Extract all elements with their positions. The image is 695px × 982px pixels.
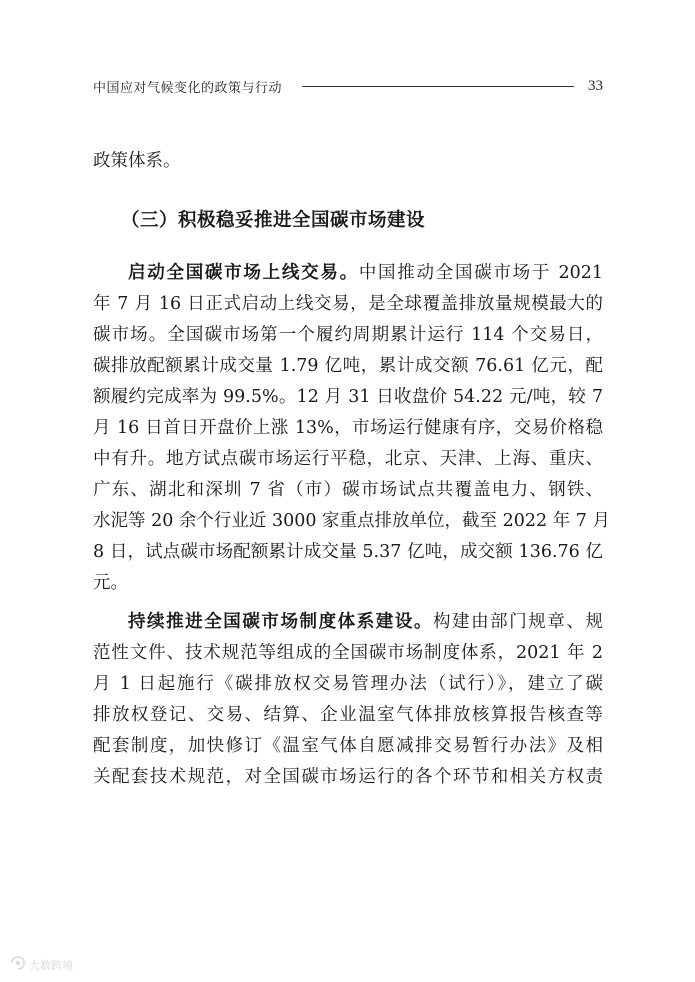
watermark [10, 955, 73, 974]
watermark-logo-icon [10, 955, 26, 974]
text-line: 月 1 日起施行《碳排放权交易管理办法（试行）》，建立了碳 [93, 674, 603, 694]
text-line: 关配套技术规范，对全国碳市场运行的各个环节和相关方权责 [93, 767, 603, 787]
text-line: 8 日，试点碳市场配额累计成交量 5.37 亿吨，成交额 136.76 亿 [93, 542, 603, 562]
running-header [93, 74, 603, 98]
text-line: 年 7 月 16 日正式启动上线交易，是全球覆盖排放量规模最大的 [93, 294, 603, 314]
text-line: 月 16 日首日开盘价上涨 13%，市场运行健康有序，交易价格稳 [93, 418, 603, 438]
text-line: 中有升。地方试点碳市场运行平稳，北京、天津、上海、重庆、 [93, 449, 603, 469]
continued-text [93, 146, 603, 177]
text-line: 碳排放配额累计成交量 1.79 亿吨，累计成交额 76.61 亿元，配 [93, 356, 603, 376]
text-line [93, 258, 603, 289]
text-line: 配套制度，加快修订《温室气体自愿减排交易暂行办法》及相 [93, 736, 603, 756]
text-run: 中国推动全国碳市场于 2021 [358, 263, 603, 283]
page-body [93, 146, 610, 793]
header-rule [302, 86, 574, 87]
text-line: 碳市场。全国碳市场第一个履约周期累计运行 114 个交易日， [93, 325, 603, 345]
text-line: 政策体系。 [93, 151, 181, 171]
paragraph-lead: 启动全国碳市场上线交易。 [128, 263, 359, 283]
text-line: 额履约完成率为 99.5%。12 月 31 日收盘价 54.22 元/吨，较 7 [93, 387, 603, 407]
page-number: 33 [588, 77, 603, 94]
paragraph-carbon-market-launch [93, 258, 610, 599]
text-run: 构建由部门规章、规 [433, 612, 603, 632]
watermark-text: 大数跨境 [29, 958, 73, 972]
text-line: 水泥等 20 余个行业近 3000 家重点排放单位，截至 2022 年 7 月 [93, 511, 610, 531]
text-line: 排放权登记、交易、结算、企业温室气体排放核算报告核查等 [93, 705, 603, 725]
text-line: 元。 [93, 573, 128, 593]
paragraph-lead: 持续推进全国碳市场制度体系建设。 [128, 612, 433, 632]
text-line: 广东、湖北和深圳 7 省（市）碳市场试点共覆盖电力、钢铁、 [93, 480, 603, 500]
section-heading: （三）积极稳妥推进全国碳市场建设 [121, 210, 426, 231]
paragraph-system-building [93, 607, 603, 793]
running-header-title: 中国应对气候变化的政策与行动 [93, 80, 283, 96]
text-line: 范性文件、技术规范等组成的全国碳市场制度体系，2021 年 2 [93, 643, 603, 663]
text-line [93, 607, 603, 638]
